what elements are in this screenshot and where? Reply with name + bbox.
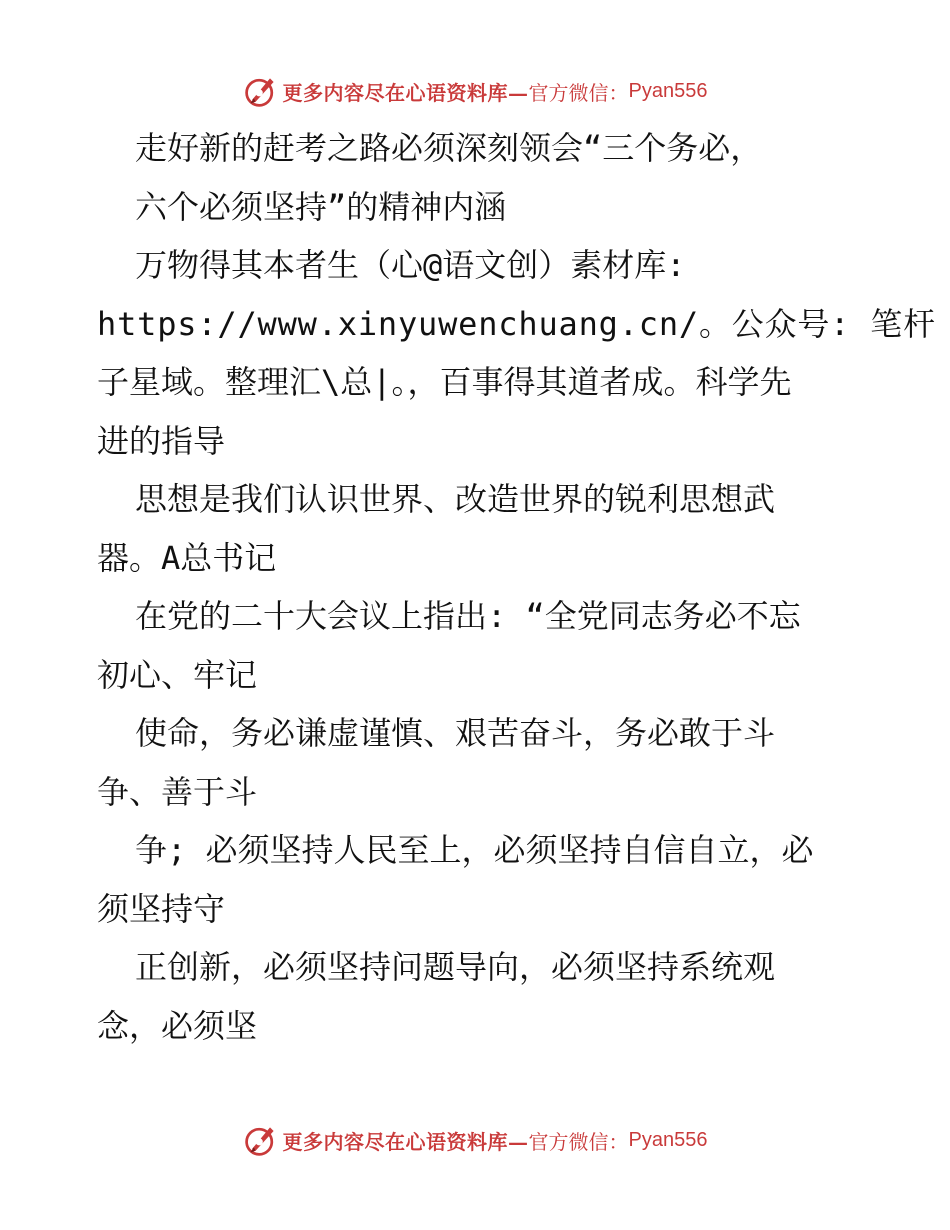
footer-banner	[0, 1120, 950, 1160]
text-line: 正创新，必须坚持问题导向，必须坚持系统观	[135, 948, 776, 986]
quill-pen-logo-icon	[243, 1122, 279, 1158]
text-line: 初心、牢记	[97, 655, 258, 694]
text-line: 进的指导	[97, 421, 226, 460]
text-line: 六个必须坚持”的精神内涵	[135, 187, 507, 226]
header-wechat-label: 官方微信：	[528, 80, 629, 105]
footer-wechat-id: Pyan556	[628, 1128, 708, 1151]
text-line: 争、善于斗	[97, 772, 258, 811]
header-banner	[0, 71, 950, 111]
text-line: 使命，务必谦虚谨慎、艰苦奋斗，务必敢于斗	[135, 714, 776, 752]
text-line: 思想是我们认识世界、改造世界的锐利思想武	[135, 480, 776, 518]
footer-wechat-label: 官方微信：	[528, 1129, 629, 1154]
text-line: 子星域。整理汇\总|。，百事得其道者成。科学先	[97, 363, 792, 401]
footer-slogan: 更多内容尽在心语资料库—	[282, 1129, 529, 1154]
document-body	[97, 119, 936, 1055]
text-line-url: https://www.xinyuwenchuang.cn/。公众号: 笔杆	[97, 304, 936, 343]
text-line: 器。A总书记	[97, 538, 277, 577]
text-line: 在党的二十大会议上指出: “全党同志务必不忘	[135, 597, 801, 635]
text-line: 须坚持守	[97, 889, 226, 928]
header-wechat-id: Pyan556	[628, 79, 708, 102]
text-line: 争; 必须坚持人民至上，必须坚持自信自立，必	[135, 831, 814, 869]
header-slogan: 更多内容尽在心语资料库—	[282, 80, 529, 105]
text-line: 念，必须坚	[97, 1006, 258, 1045]
text-line: 走好新的赶考之路必须深刻领会“三个务必，	[135, 129, 763, 167]
text-line: 万物得其本者生（心@语文创）素材库:	[135, 246, 686, 284]
quill-pen-logo-icon	[243, 73, 279, 109]
